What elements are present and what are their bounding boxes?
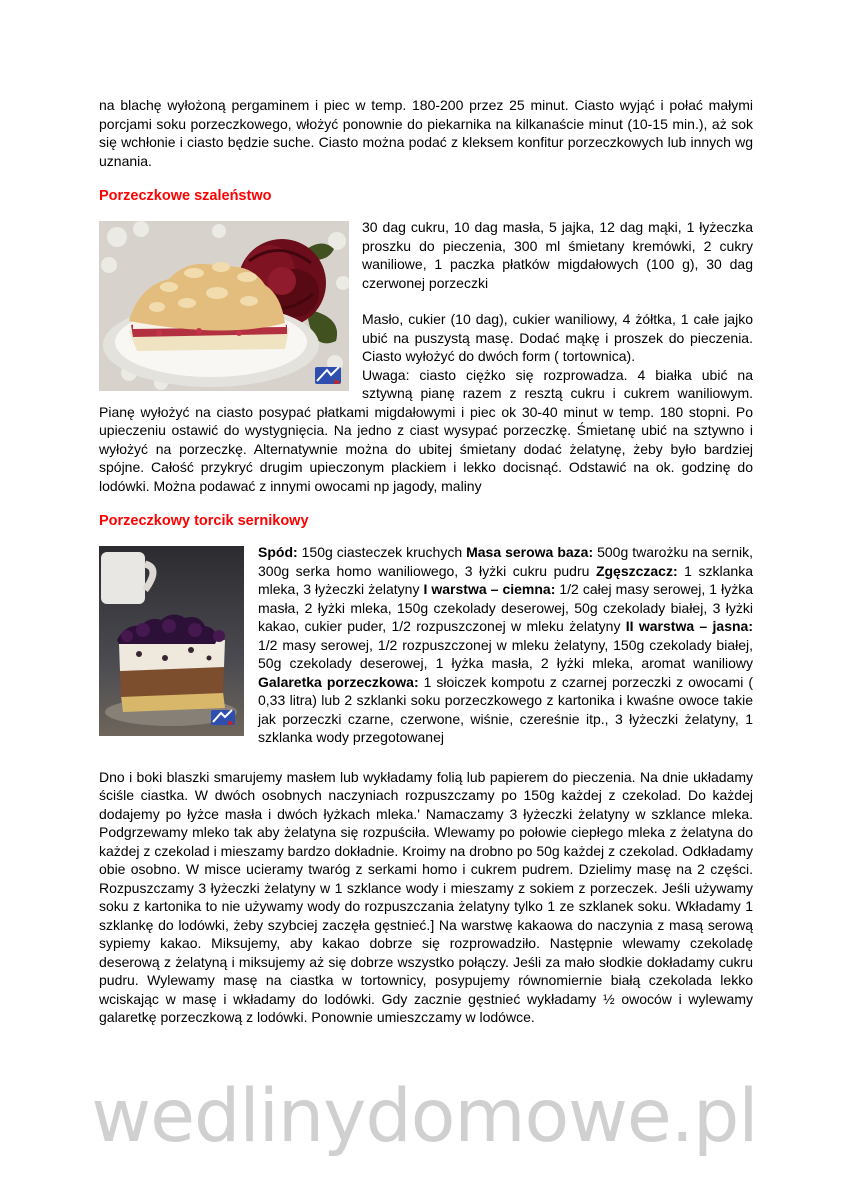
- ingredient-group-label: Spód:: [258, 544, 298, 560]
- recipe1-photo: [99, 221, 349, 391]
- ingredient-text: 150g ciasteczek kruchych: [297, 544, 467, 560]
- ingredient-text: 1/2 masy serowej, 1/2 rozpuszczonej w mleku żelatyny, 150g czekolady białej, 50g czekolady deserowej, 1 łyżka masła, 2 łyżki mleka, aromat waniliowy: [258, 636, 753, 671]
- ingredient-group-label: I warstwa – ciemna:: [423, 581, 556, 597]
- ingredient-group-label: Zgęszczacz:: [595, 562, 678, 579]
- cheesecake-slice: [117, 614, 225, 712]
- ingredient-group-label: Masa serowa baza:: [466, 544, 594, 560]
- ingredient-group-label: II warstwa – jasna:: [625, 618, 753, 634]
- ingredient-group-label: Galaretka porzeczkowa:: [258, 673, 419, 690]
- ingredient-text: 1 słoiczek kompotu z czarnej porzeczki z owocami ( 0,33 litra) lub 2 szklanki soku porzeczkowego z kartonika i kwaśne owoce takie jak porzeczki czarne, czerwone, wiśnie, czereśnie itp., 3 łyżeczki żelatyny, 1 szklanka wody przegotowanej: [258, 673, 754, 745]
- recipe2-title: Porzeczkowy torcik sernikowy: [99, 513, 309, 529]
- recipe2-section: [99, 543, 753, 747]
- recipe1-ingredients: 30 dag cukru, 10 dag masła, 5 jajka, 12 dag mąki, 1 łyżeczka proszku do pieczenia, 300 ml śmietany kremówki, 2 cukry waniliowe, 1 paczka płatków migdałowych (100 g), 30 dag czerwonej porzeczki: [362, 219, 753, 291]
- photo-logo-icon: [211, 710, 235, 725]
- intro-paragraph: na blachę wyłożoną pergaminem i piec w temp. 180-200 przez 25 minut. Ciasto wyjąć i połać małymi porcjami soku porzeczkowego, włożyć ponownie do piekarnika na kilkanaście minut (10-15 min.), aż sok się wchłonie i ciasto będzie suche. Ciasto można podać z kleksem konfitur porzeczkowych lub innych wg uznania.: [99, 97, 753, 169]
- layered-cheesecake-photo-illustration: [99, 546, 244, 736]
- photo-logo-icon: [315, 367, 341, 384]
- ingredient-text: 500g twarożku na sernik, 300g serka homo waniliowego, 3 łyżki cukru pudru: [258, 544, 753, 579]
- site-watermark: wedlinydomowe.pl: [91, 1074, 758, 1159]
- document-page: [99, 0, 753, 1027]
- recipe1-title: Porzeczkowe szaleństwo: [99, 188, 272, 204]
- recipe1-step1: Masło, cukier (10 dag), cukier waniliowy, 4 żółtka, 1 całe jajko ubić na puszystą masę. Dodać mąkę i proszek do pieczenia. Ciasto wyłożyć do dwóch form ( tortownica).: [362, 311, 753, 364]
- recipe2-directions: Dno i boki blaszki smarujemy masłem lub wykładamy folią lub papierem do pieczenia. Na dnie układamy ściśle ciastka. W dwóch osobnych naczyniach rozpuszczamy po 150g każdej z czekolad. Do każdej dodajemy po łyżce masła i dwóch łyżkach mleka.' Namaczamy 3 łyżeczki żelatyny w szklance mleka. Podgrzewamy mleko tak aby żelatyna się rozpuściła. Wlewamy po połowie ciepłego mleka z żelatyna do każdej z czekolad i mieszamy bardzo dokładnie. Kroimy na drobno po 50g każdej z czekolad. Odkładamy obie osobno. W misce ucieramy twaróg z serkami homo i cukrem pudrem. Dzielimy masę na 2 części. Rozpuszczamy 3 łyżeczki żelatyny w 1 szklance wody i mieszamy z sokiem z porzeczek. Jeśli używamy soku z kartonika to nie używamy wody do rozpuszczania żelatyny tylko 1 ze szklanek soku. Wkładamy 1 szklankę do lodówki, żeby szybciej zaczęła gęstnieć.] Na warstwę kakaowa do naczynia z masą serową sypiemy kakao. Miksujemy, aby kakao dobrze się rozprowadziło. Następnie wlewamy czekoladę deserową z żelatyną i miksujemy aż się dobrze wszystko połączy. Jeśli za mało słodkie dokładamy cukru pudru. Wylewamy masę na ciastka w tortownicy, posypujemy równomiernie białą czekolada lekko wciskając w masę i wkładamy do lodówki. Gdy zacznie gęstnieć wykładamy ½ owoców i wylewamy galaretkę porzeczkową z lodówki. Ponownie umieszczamy w lodówce.: [99, 768, 753, 1025]
- ingredient-text: 1 szklanka mleka, 3 łyżeczki żelatyny: [258, 562, 753, 597]
- recipe1-section: [99, 218, 753, 495]
- meringue-cake-photo-illustration: [99, 221, 349, 391]
- recipe2-photo: [99, 546, 244, 736]
- recipe1-step2: Uwaga: ciasto ciężko się rozprowadza. 4 białka ubić na sztywną pianę razem z resztą cukru i cukrem waniliowym. Pianę wyłożyć na ciasto posypać płatkami migdałowymi i piec ok 30-40 minut w temp. 180 stopni. Po upieczeniu ostawić do wystygnięcia. Na jedno z ciast wysypać porzeczkę. Śmietanę ubić na sztywno i wyłożyć na porzeczkę. Alternatywnie można do ubitej śmietany dodać żelatynę, żeby było bardziej spójne. Całość przykryć drugim upieczonym plackiem i lekko docisnąć. Odstawić na ok. godzinę do lodówki. Można podawać z innymi owocami np jagody, maliny: [99, 366, 753, 494]
- ingredient-text: 1/2 całej masy serowej, 1 łyżka masła, 2 łyżki mleka, 150g czekolady deserowej, 50g czekolady białej, 3 łyżki kakao, cukier puder, 1/2 rozpuszczonej w mleku żelatyny: [258, 581, 753, 634]
